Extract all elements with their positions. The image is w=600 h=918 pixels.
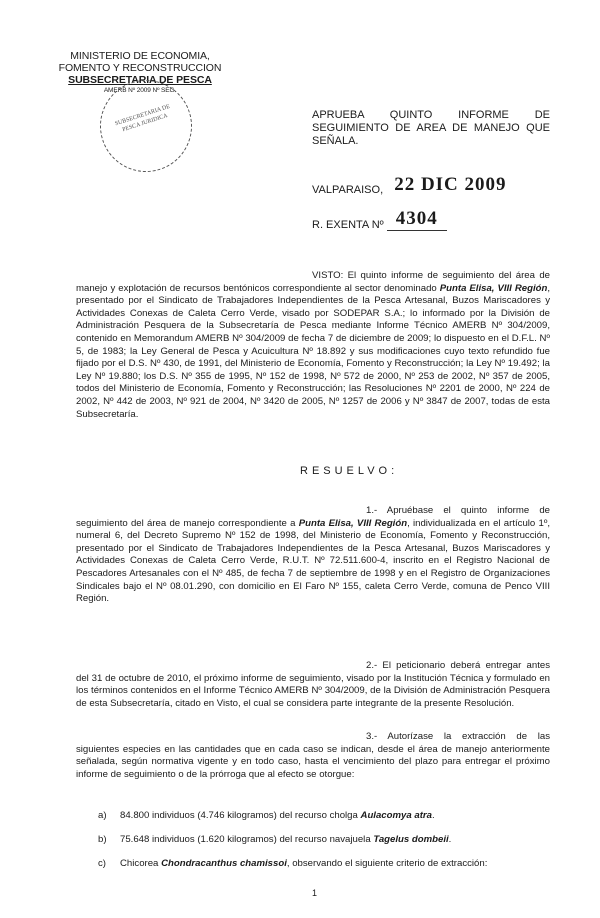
article-1-text-1: 1.- Apruébase el quinto informe de seguimiento del área de manejo correspondiente a [76, 505, 550, 529]
item-letter: b) [98, 834, 107, 845]
header-line-ministry: MINISTERIO DE ECONOMIA, [70, 50, 210, 62]
article-1-text-2: , individualizada en el artículo 1º, numeral 6, del Decreto Supremo Nº 152 de 1998, del Ministerio de Economía, Fomento y Reconstrucción, presentado por el Sindicato de Trabajadores Independientes de la Pesca Artesanal, Buzos Mariscadores y Actividades Conexas de Caleta Cerro Verde, R.U.T. Nº 72.511.600-4, inscrito en el Registro Nacional de Pescadores Artesanales con el Nº 485, de fecha 7 de septiembre de 1998 y en el Registro de Organizaciones Sindicales bajo el Nº 08.01.290, con domicilio en El Faro Nº 155, caleta Cerro Verde, comuna de Penco VIII Región. [76, 517, 550, 605]
item-end: . [448, 834, 452, 845]
article-1 [76, 505, 550, 606]
resolution-subject: APRUEBA QUINTO INFORME DE SEGUIMIENTO DE AREA DE MANEJO QUE SEÑALA. [312, 109, 550, 147]
item-species: Chondracanthus chamissoi [161, 858, 287, 869]
item-letter: c) [98, 858, 106, 869]
header-line-reference: AMERB Nº 2009 Nº SEG. [103, 87, 177, 94]
item-text: 75.648 individuos (1.620 kilogramos) del recurso navajuela [120, 834, 374, 845]
resolution-label: R. EXENTA Nº [312, 219, 384, 231]
article-2 [76, 660, 550, 710]
resolution-number: 4304 [387, 208, 447, 231]
visto-paragraph [76, 270, 550, 421]
date-stamp: 22 DIC 2009 [394, 174, 507, 195]
article-3-text: 3.- Autorízase la extracción de las siguientes especies en las cantidades que en cada caso se indican, desde el área de manejo anteriormente señalada, según normativa vigente y en todo caso, hasta el vencimiento del plazo para entregar el próximo informe de seguimiento o de la prórroga que al efecto se otorgue: [76, 731, 550, 780]
article-1-place: Punta Elisa, VIII Región [298, 517, 408, 529]
visto-text-2: , presentado por el Sindicato de Trabajadores Independientes de la Pesca Artesanal, Buzos Mariscadores y Actividades Conexas de Caleta Cerro Verde, visado por SODEPAR S.A.; lo informado por la División de Administración Pesquera de la Subsecretaría de Pesca mediante Informe Técnico AMERB Nº 304/2009, contenido en Memorandum AMERB Nº 304/2009 de fecha 7 de diciembre de 2009; lo dispuesto en el D.F.L. Nº 5, de 1983; la Ley General de Pesca y Acuicultura Nº 18.892 y sus modificaciones cuyo texto refundido fue fijado por el D.S. Nº 430, de 1991, del Ministerio de Economía, Fomento y Reconstrucción; la Ley Nº 19.492; la Ley Nº 19.880; los D.S. Nº 355 de 1995, Nº 152 de 1998, Nº 572 de 2000, Nº 253 de 2002, Nº 357 de 2005, todos del Ministerio de Economía, Fomento y Reconstrucción; las Resoluciones Nº 2201 de 2000, Nº 224 de 2002, Nº 442 de 2003, Nº 921 de 2004, Nº 3420 de 2005, Nº 1257 de 2006 y Nº 3847 de 2007, todas de esta Subsecretaría. [76, 282, 551, 420]
article-2-text: 2.- El peticionario deberá entregar antes del 31 de octubre de 2010, el próximo informe de seguimiento, visado por la Institución Técnica y formulado en los términos contenidos en el Informe Técnico AMERB Nº 304/2009, de la División de Administración Pesquera de esta Subsecretaría, citado en Visto, el cual se considera parte integrante de la presente Resolución. [76, 660, 550, 709]
header-line-fomento: FOMENTO Y RECONSTRUCCION [58, 62, 222, 74]
visto-place: Punta Elisa, VIII Región [439, 282, 548, 294]
list-item [98, 834, 550, 846]
item-text: Chicorea [120, 858, 162, 869]
list-item [98, 858, 550, 870]
resolution-number-line [312, 208, 447, 231]
date-label: VALPARAISO, [312, 184, 384, 196]
article-3 [76, 731, 550, 781]
item-end: , observando el siguiente criterio de extracción: [286, 858, 488, 869]
item-species: Tagelus dombeii [373, 834, 449, 845]
date-line [312, 174, 507, 196]
resuelvo-heading: RESUELVO: [300, 465, 399, 477]
header-line-subsecretaria: SUBSECRETARIA DE PESCA [68, 74, 212, 86]
visto-text-1: VISTO: El quinto informe de seguimiento del área de manejo y explotación de recursos bentónicos correspondiente al sector denominado [76, 270, 550, 294]
page-number: 1 [312, 888, 318, 898]
list-item [98, 810, 550, 822]
item-species: Aulacomya atra [360, 810, 432, 821]
item-end: . [431, 810, 435, 821]
stamp-text: SUBSECRETARIA DE PESCA JURIDICA [114, 103, 171, 134]
item-letter: a) [98, 810, 107, 821]
item-text: 84.800 individuos (4.746 kilogramos) del recurso cholga [120, 810, 361, 821]
